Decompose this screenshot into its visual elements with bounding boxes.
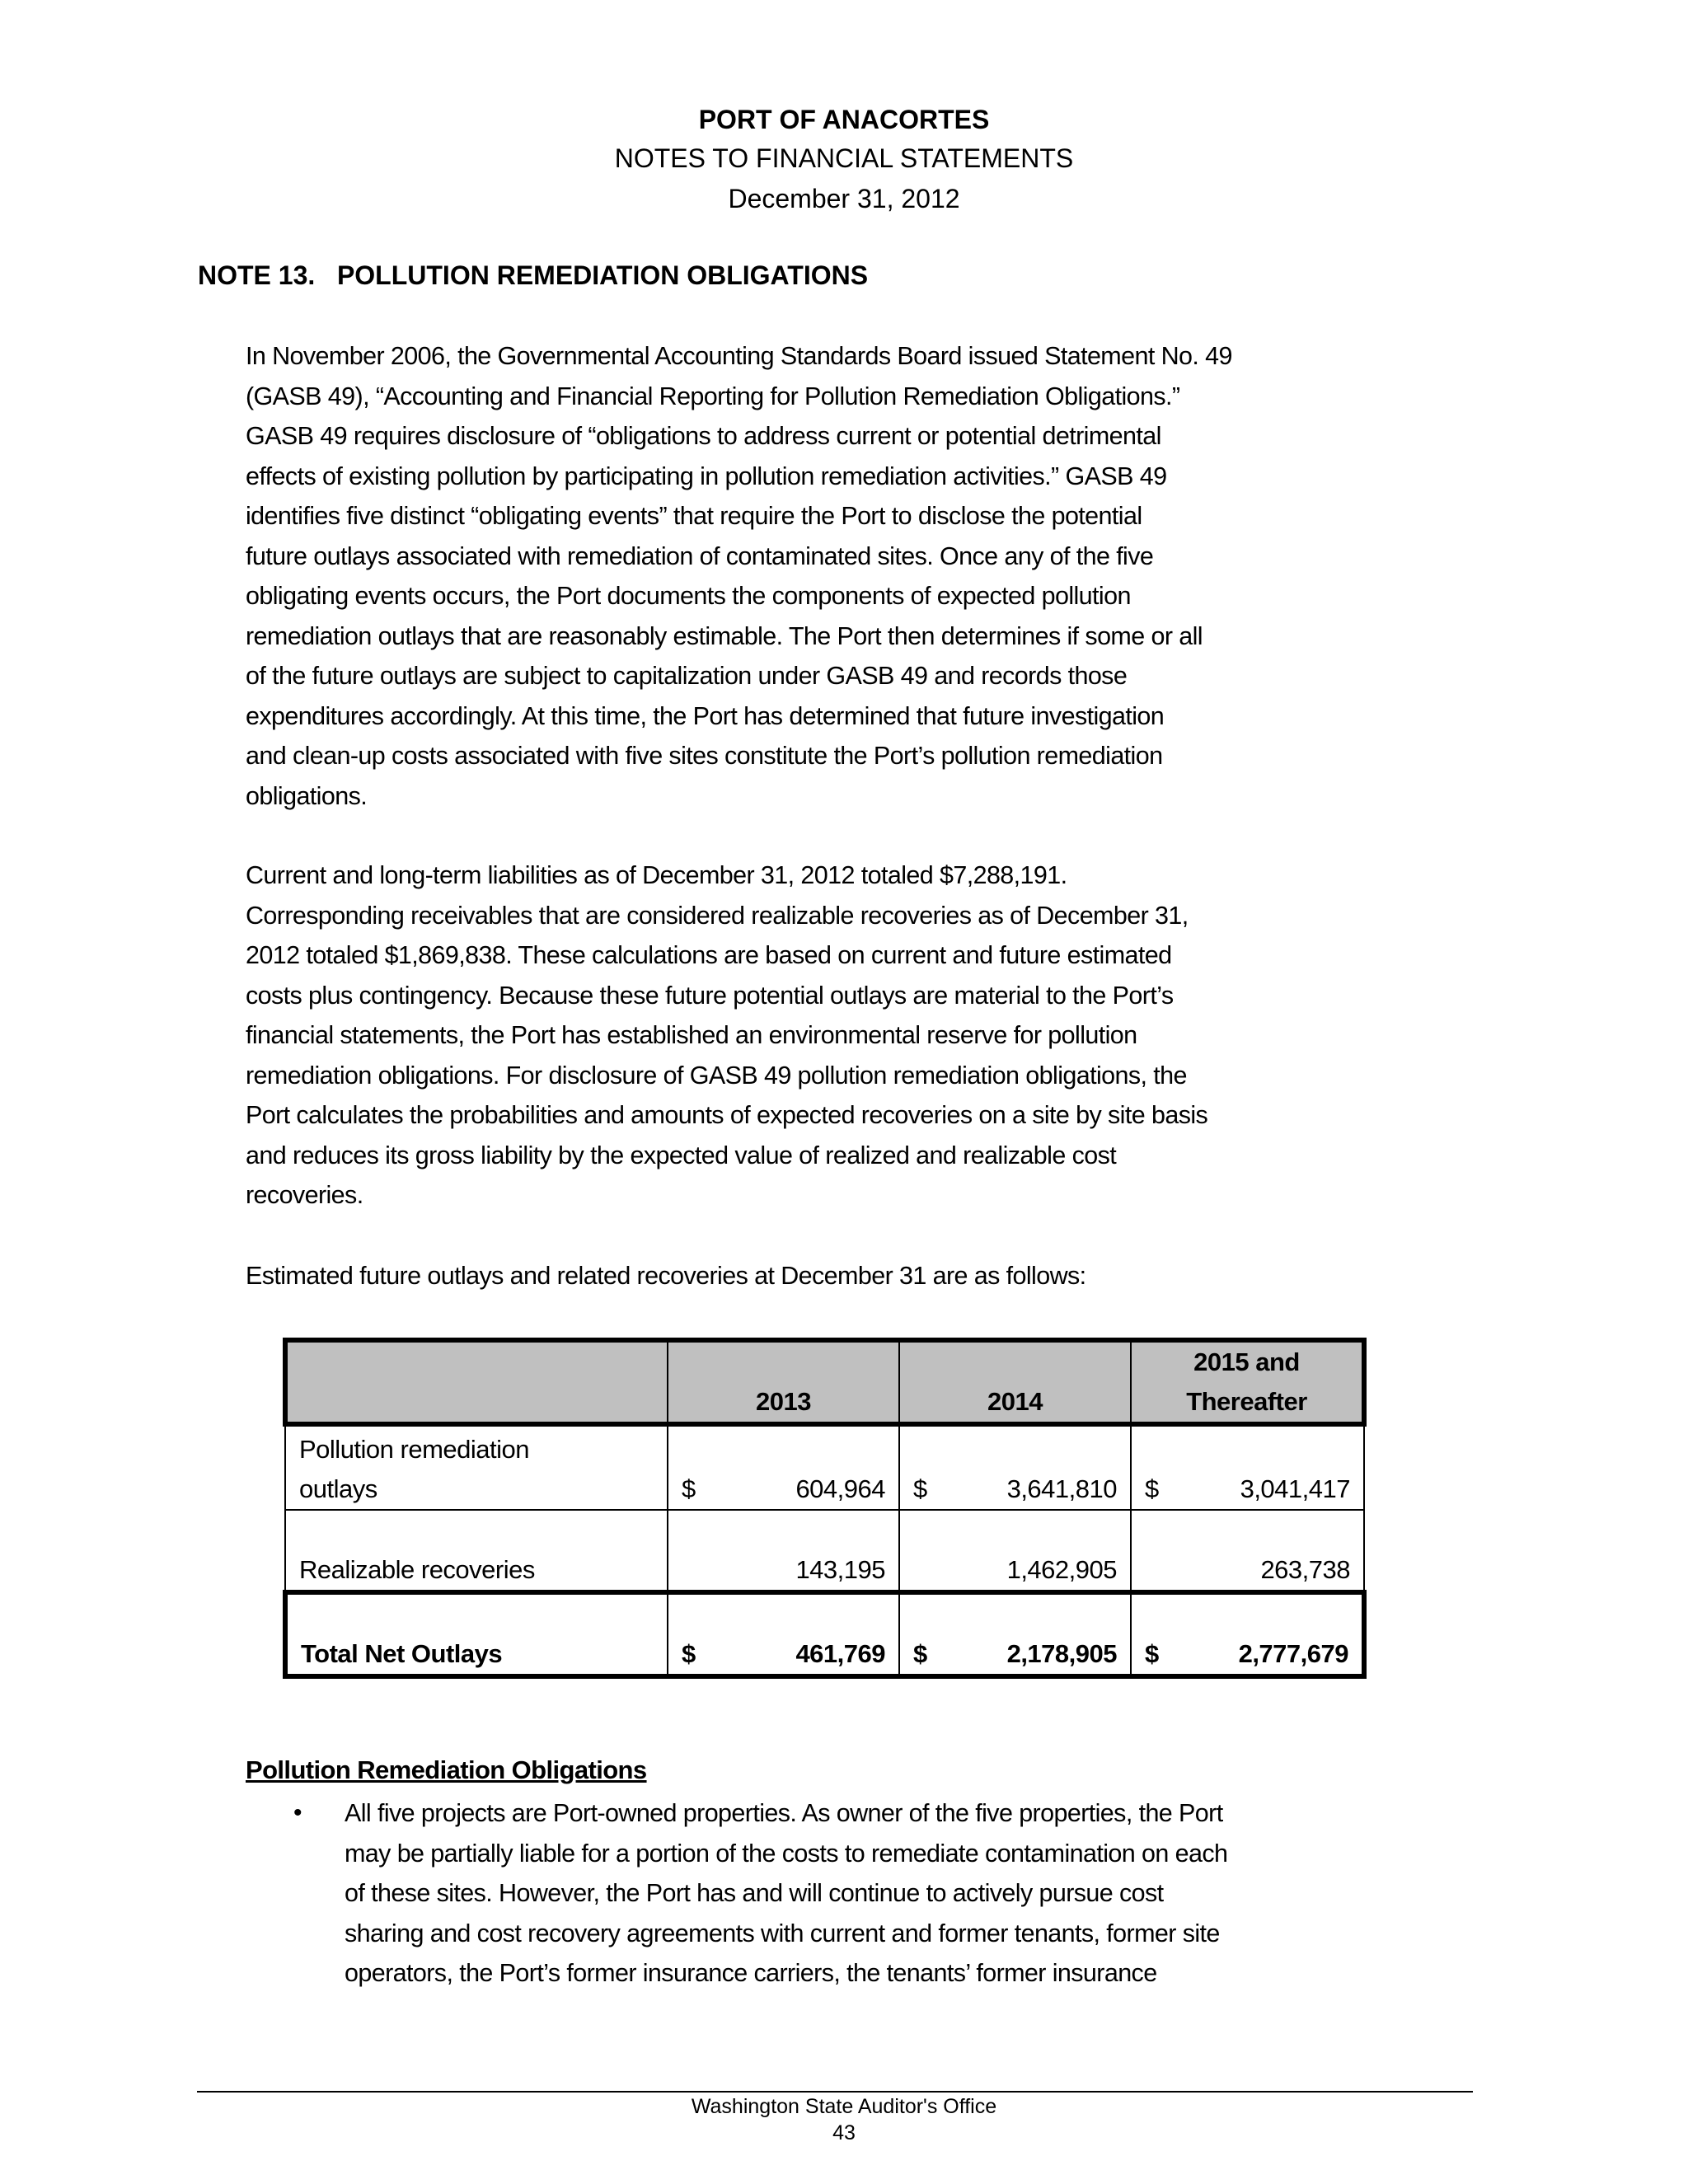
statement-date: December 31, 2012	[728, 184, 960, 213]
label-line: Pollution remediation	[299, 1435, 530, 1464]
text-line: identifies five distinct “obligating events” that require the Port to disclose the potential	[246, 502, 1142, 530]
value-cell	[899, 1510, 1131, 1592]
value-cell	[899, 1592, 1131, 1676]
value: 2,178,905	[1006, 1639, 1117, 1668]
currency-symbol: $	[913, 1474, 927, 1503]
text-line: may be partially liable for a portion of the costs to remediate contamination on each	[345, 1839, 1228, 1868]
header-line: 2015 and	[1193, 1347, 1300, 1376]
table-intro	[246, 1256, 1498, 1296]
text-line: of the future outlays are subject to capitalization under GASB 49 and records those	[246, 662, 1128, 690]
text-line: obligations.	[246, 781, 368, 810]
text-line: (GASB 49), “Accounting and Financial Reporting for Pollution Remediation Obligations.”	[246, 382, 1180, 410]
text-line: In November 2006, the Governmental Accounting Standards Board issued Statement No. 49	[246, 342, 1232, 370]
value: 604,964	[795, 1474, 885, 1503]
document-subtitle: NOTES TO FINANCIAL STATEMENTS	[614, 143, 1074, 173]
page-number: 43	[832, 2121, 856, 2144]
value: 2,777,679	[1238, 1639, 1348, 1668]
text-line: obligating events occurs, the Port documents the components of expected pollution	[246, 582, 1131, 610]
value-cell	[668, 1424, 899, 1510]
value: 1,462,905	[1006, 1555, 1117, 1584]
value: 143,195	[795, 1555, 885, 1584]
value-cell	[1131, 1510, 1364, 1592]
text-line: of these sites. However, the Port has and will continue to actively pursue cost	[345, 1879, 1164, 1907]
text-line: Port calculates the probabilities and amounts of expected recoveries on a site by site basis	[246, 1101, 1208, 1129]
table-row	[285, 1510, 1364, 1592]
value-cell	[899, 1424, 1131, 1510]
value: 3,041,417	[1240, 1474, 1350, 1503]
text-line: future outlays associated with remediation of contaminated sites. Once any of the five	[246, 541, 1154, 570]
text-line: financial statements, the Port has established an environmental reserve for pollution	[246, 1021, 1137, 1049]
paragraph-gasb49	[246, 336, 1498, 816]
header-cell-2015-thereafter	[1131, 1340, 1364, 1424]
header-cell-2013: 2013	[668, 1340, 899, 1424]
currency-symbol: $	[1145, 1474, 1159, 1503]
row-label	[285, 1424, 668, 1510]
org-title: PORT OF ANACORTES	[698, 105, 990, 134]
header-cell-2014: 2014	[899, 1340, 1131, 1424]
text-line: and reduces its gross liability by the expected value of realized and realizable cost	[246, 1141, 1117, 1169]
text-line: costs plus contingency. Because these future potential outlays are material to the Port’s	[246, 981, 1174, 1010]
value-cell	[668, 1510, 899, 1592]
text-line: Corresponding receivables that are considered realizable recoveries as of December 31,	[246, 901, 1189, 930]
text-line: sharing and cost recovery agreements with current and former tenants, former site	[345, 1919, 1220, 1947]
currency-symbol: $	[682, 1639, 696, 1668]
bullet-item	[345, 1793, 1515, 1994]
total-row	[285, 1592, 1364, 1676]
text-line: GASB 49 requires disclosure of “obligations to address current or potential detrimental	[246, 422, 1161, 450]
text-line: 2012 totaled $1,869,838. These calculations are based on current and future estimated	[246, 941, 1172, 969]
text-line: remediation outlays that are reasonably estimable. The Port then determines if some or all	[246, 621, 1203, 650]
currency-symbol: $	[1145, 1639, 1159, 1668]
text-line: recoveries.	[246, 1181, 363, 1209]
footer-rule	[197, 2091, 1473, 2093]
value: 263,738	[1260, 1555, 1350, 1584]
currency-symbol: $	[913, 1639, 927, 1668]
text-line: operators, the Port’s former insurance carriers, the tenants’ former insurance	[345, 1959, 1157, 1987]
bullet-icon: •	[293, 1799, 302, 1826]
text-line: effects of existing pollution by participating in pollution remediation activities.” GASB 49	[246, 462, 1167, 490]
value: 3,641,810	[1006, 1474, 1117, 1503]
value: 461,769	[795, 1639, 885, 1668]
row-label: Total Net Outlays	[285, 1592, 668, 1676]
label-line: outlays	[299, 1474, 377, 1503]
currency-symbol: $	[682, 1474, 696, 1503]
note-heading: NOTE 13. POLLUTION REMEDIATION OBLIGATIONS	[198, 260, 869, 290]
footer-office: Washington State Auditor's Office	[691, 2095, 997, 2118]
value-cell	[1131, 1424, 1364, 1510]
header-cell-blank	[285, 1340, 668, 1424]
text-line: remediation obligations. For disclosure of GASB 49 pollution remediation obligations, the	[246, 1061, 1187, 1090]
text-line: Estimated future outlays and related recoveries at December 31 are as follows:	[246, 1262, 1086, 1290]
paragraph-liabilities	[246, 855, 1498, 1216]
header-line: Thereafter	[1186, 1387, 1307, 1416]
value-cell	[668, 1592, 899, 1676]
text-line: Current and long-term liabilities as of December 31, 2012 totaled $7,288,191.	[246, 861, 1067, 889]
table-row	[285, 1424, 1364, 1510]
text-line: expenditures accordingly. At this time, the Port has determined that future investigation	[246, 701, 1165, 730]
section-heading: Pollution Remediation Obligations	[246, 1755, 647, 1784]
text-line: and clean-up costs associated with five sites constitute the Port’s pollution remediation	[246, 742, 1163, 770]
outlays-table	[283, 1338, 1367, 1679]
value-cell	[1131, 1592, 1364, 1676]
table-header-row	[285, 1340, 1364, 1424]
row-label: Realizable recoveries	[285, 1510, 668, 1592]
text-line: All five projects are Port-owned properties. As owner of the five properties, the Port	[345, 1799, 1223, 1827]
